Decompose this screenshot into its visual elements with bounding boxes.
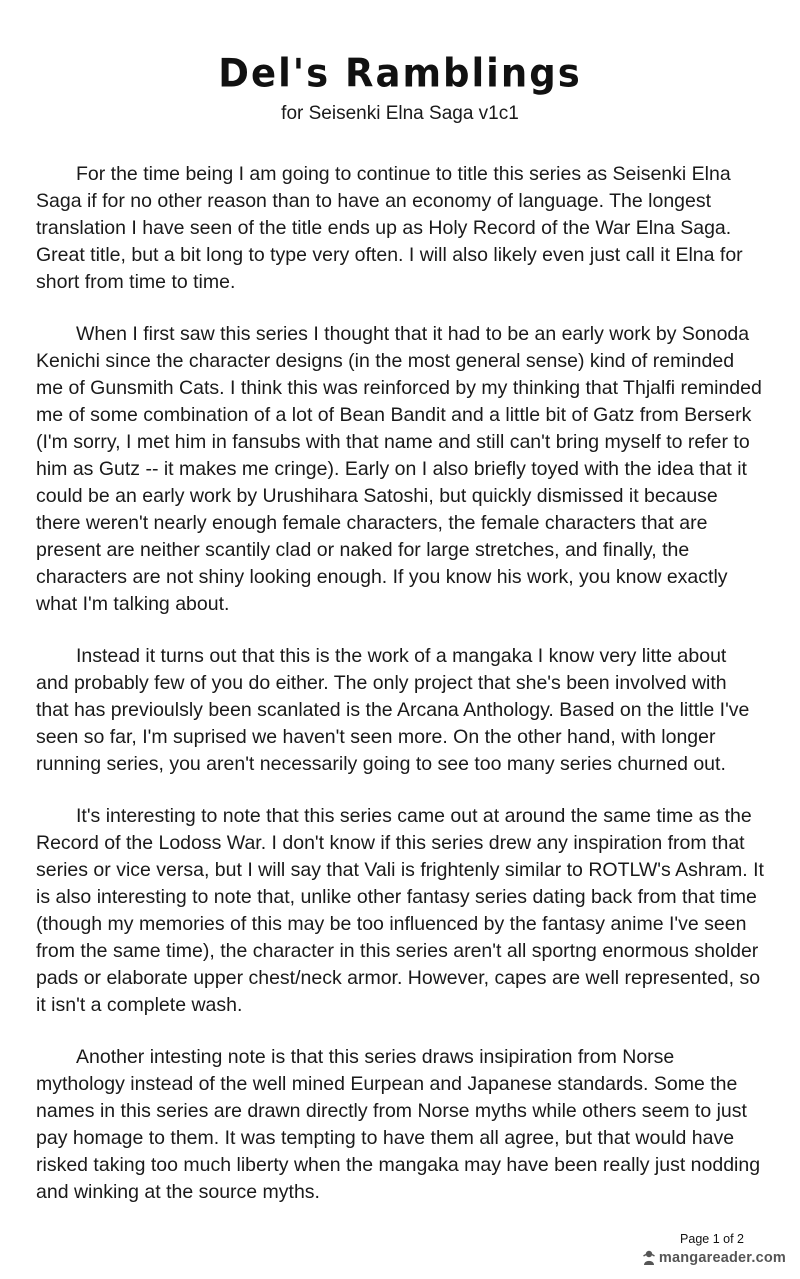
paragraph: When I first saw this series I thought that it had to be an early work by Sonoda Kenichi since the character designs (in the most general sense) kind of reminded me of Gunsmith Cats. I think this was reinforced by my thinking that Thjalfi reminded me of some combination of a lot of Bean Bandit and a little bit of Gatz from Berserk (I'm sorry, I met him in fansubs with that name and still can't bring myself to refer to him as Gutz -- it makes me cringe). Early on I also briefly toyed with the idea that it could be an early work by Urushihara Satoshi, but quickly dismissed it because there weren't nearly enough female characters, the female characters that are present are neither scantily clad or naked for large stretches, and finally, the characters are not shiny looking enough. If you know his work, you know exactly what I'm talking about. [36, 323, 762, 615]
watermark-text: mangareader.com [658, 1250, 786, 1266]
paragraph: For the time being I am going to continue to title this series as Seisenki Elna Saga if for no other reason than to have an economy of language. The longest translation I have seen of the title ends up as Holy Record of the War Elna Saga. Great title, but a bit long to type very often. I will also likely even just call it Elna for short from time to time. [36, 163, 743, 293]
document-header [0, 0, 800, 125]
paragraph: It's interesting to note that this series came out at around the same time as the Record of the Lodoss War. I don't know if this series drew any inspiration from that series or vice versa, but I will say that Vali is frightenly similar to ROTLW's Ashram. It is also interesting to note that, unlike other fantasy series dating back from that time (though my memories of this may be too influenced by the fantasy anime I've seen from the same time), the character in this series aren't all sportng enormous sholder pads or elaborate upper chest/neck armor. However, capes are well represented, so it isn't a complete wash. [36, 805, 764, 1016]
document-body [0, 125, 800, 1206]
page-indicator: Page 1 of 2 [680, 1232, 744, 1246]
document-footer [642, 1232, 786, 1271]
page-title: Del's Ramblings [218, 50, 582, 97]
page-subtitle: for Seisenki Elna Saga v1c1 [281, 103, 519, 124]
paragraph: Instead it turns out that this is the work of a mangaka I know very litte about and probably few of you do either. The only project that she's been involved with that has previoulsly been scanlated is the Arcana Anthology. Based on the little I've seen so far, I'm suprised we haven't seen more. On the other hand, with longer running series, you aren't necessarily going to see too many series churned out. [36, 645, 750, 775]
paragraph: Another intesting note is that this series draws insipiration from Norse mythology instead of the well mined Eurpean and Japanese standards. Some the names in this series are drawn directly from Norse myths while others seem to just pay homage to them. It was tempting to have them all agree, but that would have risked taking too much liberty when the mangaka may have been really just nodding and winking at the source myths. [36, 1046, 761, 1203]
watermark [642, 1250, 786, 1266]
mangareader-logo-icon [642, 1250, 656, 1266]
